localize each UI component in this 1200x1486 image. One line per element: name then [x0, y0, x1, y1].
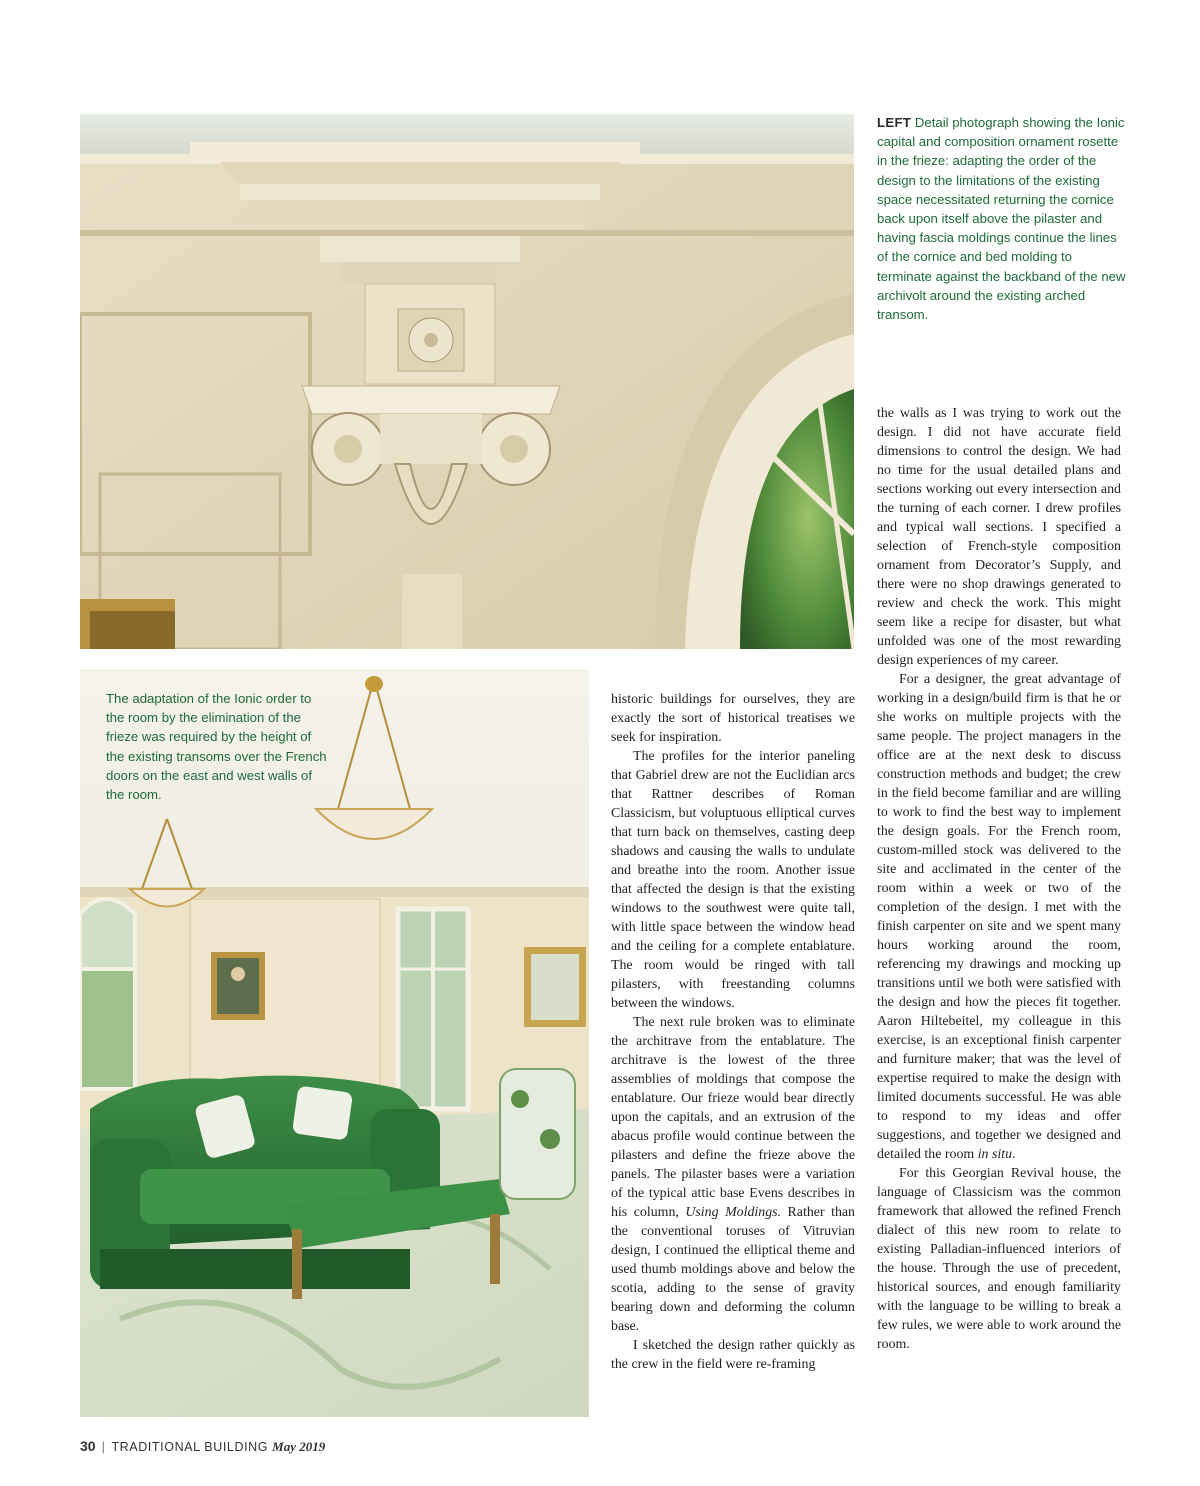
paragraph: The profiles for the interior paneling that Gabriel drew are not the Euclidian arcs that Rattner describes of Roman Classicism, but voluptuous elliptical curves that turn back on themselves, casting deep shadows and causing the walls to undulate and breathe into the room. Another issue that affected the design is that the existing windows to the southwest were quite tall, with little space between the window head and the ceiling for a complete entablature. The room would be ringed with tall pilasters, with freestanding columns between the windows.: [611, 749, 855, 1011]
photo-caption-detail: [877, 113, 1129, 324]
paragraph: For this Georgian Revival house, the language of Classicism was the common framework that allowed the refined French dialect of this new room to relate to existing Palladian-influenced interiors of the house. Through the use of precedent, historical sources, and enough familiarity with the language to be willing to break a few rules, we were able to work around the room.: [877, 1166, 1121, 1352]
paragraph: historic buildings for ourselves, they are exactly the sort of historical treatises we seek for inspiration.: [611, 692, 855, 745]
caption-lead-label: LEFT: [877, 115, 912, 130]
paragraph: [877, 670, 1121, 1164]
italic-term: in situ: [977, 1147, 1013, 1162]
page-number: 30: [80, 1438, 96, 1454]
paragraph: the walls as I was trying to work out the design. I did not have accurate field dimensions to control the design. We had no time for the usual detailed plans and sections working out every intersection and the turning of each corner. I drew profiles and typical wall sections. I specified a selection of French-style composition ornament from Decorator’s Supply, and there were no shop drawings generated to review and check the work. This might seem like a recipe for disaster, but what unfolded was one of the most rewarding design experiences of my career.: [877, 406, 1121, 668]
page-footer: [80, 1438, 325, 1455]
capital-detail-photo: [80, 114, 854, 649]
article-column-right: [877, 404, 1121, 1354]
paragraph-text: .: [1012, 1147, 1016, 1162]
caption-text: Detail photograph showing the Ionic capital and composition ornament rosette in the frieze: adapting the order of the design to the limitations of the existing space necessitated returning the cornice back upon itself above the pilaster and having fascia moldings continue the lines of the cornice and bed molding to terminate against the backband of the new archivolt around the existing arched transom.: [877, 115, 1126, 323]
paragraph-text: For a designer, the great advantage of working in a design/build firm is that he or she works on multiple projects with the same people. The project managers in the office are at the next desk to discuss construction methods and budget; the crew in the field become familiar and are willing to work to find the best way to implement the design goals. For the French room, custom-milled stock was delivered to the site and acclimated in the center of the room within a week or two of the completion of the design. I met with the finish carpenter on site and we spent many hours working around the room, referencing my drawings and mocking up transitions until we both were satisfied with the design and how the pieces fit together. Aaron Hiltebeitel, my colleague in this exercise, is an exceptional finish carpenter and furniture maker; that was the level of expertise required to make the design with limited documents successful. He was able to respond to my ideas and offer suggestions, and together we designed and detailed the room: [877, 672, 1121, 1162]
paragraph-text: Rather than the conventional toruses of Vitruvian design, I continued the elliptical theme and used thumb moldings above and below the scotia, adding to the sense of gravity bearing down and deforming the column base.: [611, 1205, 855, 1334]
caption-text: The adaptation of the Ionic order to the room by the elimination of the frieze was required by the height of the existing transoms over the French doors on the east and west walls of the room.: [106, 691, 327, 803]
paragraph: [611, 1013, 855, 1336]
paragraph: I sketched the design rather quickly as the crew in the field were re-framing: [611, 1338, 855, 1372]
issue-date: May 2019: [272, 1439, 326, 1454]
publication-name: TRADITIONAL BUILDING: [111, 1440, 269, 1454]
paragraph-text: The next rule broken was to eliminate the architrave from the entablature. The architrave is the lowest of the three assemblies of moldings that compose the entablature. Our frieze would bear directly upon the capitals, and an extrusion of the abacus profile would continue between the pilasters and define the frieze above the panels. The pilaster bases were a variation of the typical attic base Evens describes in his column,: [611, 1015, 855, 1220]
article-column-middle: [611, 690, 855, 1374]
book-title: Using Moldings.: [685, 1205, 782, 1220]
footer-separator: |: [101, 1440, 106, 1454]
photo-caption-room: [106, 689, 330, 804]
